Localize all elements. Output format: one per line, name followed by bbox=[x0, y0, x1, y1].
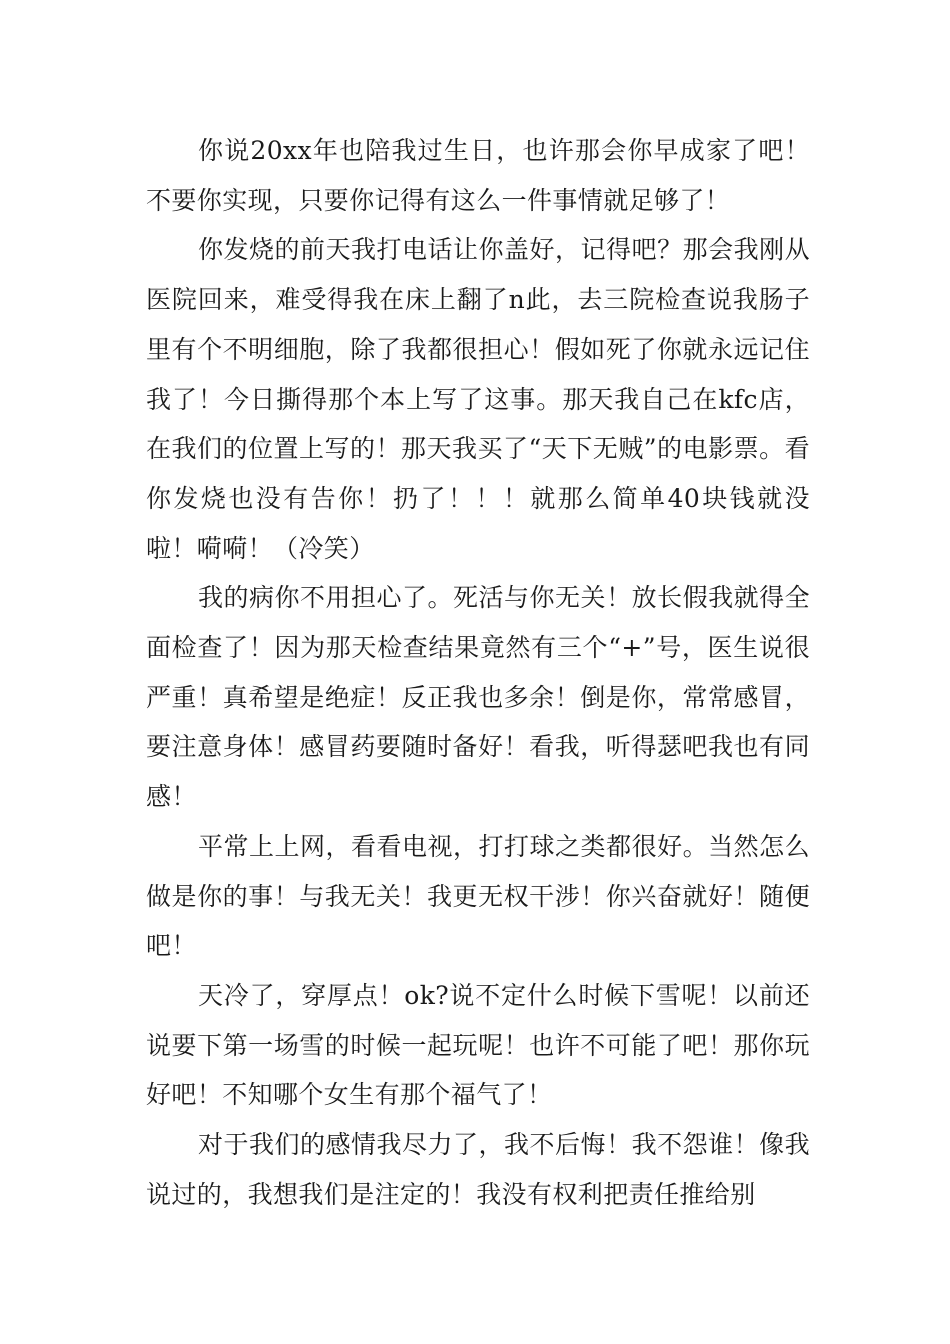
paragraph-4: 平常上上网，看看电视，打打球之类都很好。当然怎么做是你的事！与我无关！我更无权干涉！你兴奋就好！随便吧！ bbox=[146, 831, 810, 961]
paragraph-3: 我的病你不用担心了。死活与你无关！放长假我就得全面检查了！因为那天检查结果竟然有三个“+”号，医生说很严重！真希望是绝症！反正我也多余！倒是你，常常感冒，要注意身体！感冒药要随时备好！看我，听得瑟吧我也有同感！ bbox=[146, 583, 810, 812]
document-body bbox=[146, 126, 810, 1219]
paragraph-1: 你说20xx年也陪我过生日，也许那会你早成家了吧！不要你实现，只要你记得有这么一件事情就足够了！ bbox=[146, 136, 810, 215]
paragraph-6: 对于我们的感情我尽力了，我不后悔！我不怨谁！像我说过的，我想我们是注定的！我没有权利把责任推给别 bbox=[146, 1130, 810, 1209]
paragraph-5: 天冷了，穿厚点！ok?说不定什么时候下雪呢！以前还说要下第一场雪的时候一起玩呢！也许不可能了吧！那你玩好吧！不知哪个女生有那个福气了！ bbox=[146, 980, 810, 1110]
paragraph-2: 你发烧的前天我打电话让你盖好，记得吧？那会我刚从医院回来，难受得我在床上翻了n此，去三院检查说我肠子里有个不明细胞，除了我都很担心！假如死了你就永远记住我了！今日撕得那个本上写了这事。那天我自己在kfc店，在我们的位置上写的！那天我买了“天下无贼”的电影票。看你发烧也没有告你！扔了！！！就那么简单40块钱就没啦！嗬嗬！（冷笑） bbox=[146, 235, 810, 563]
